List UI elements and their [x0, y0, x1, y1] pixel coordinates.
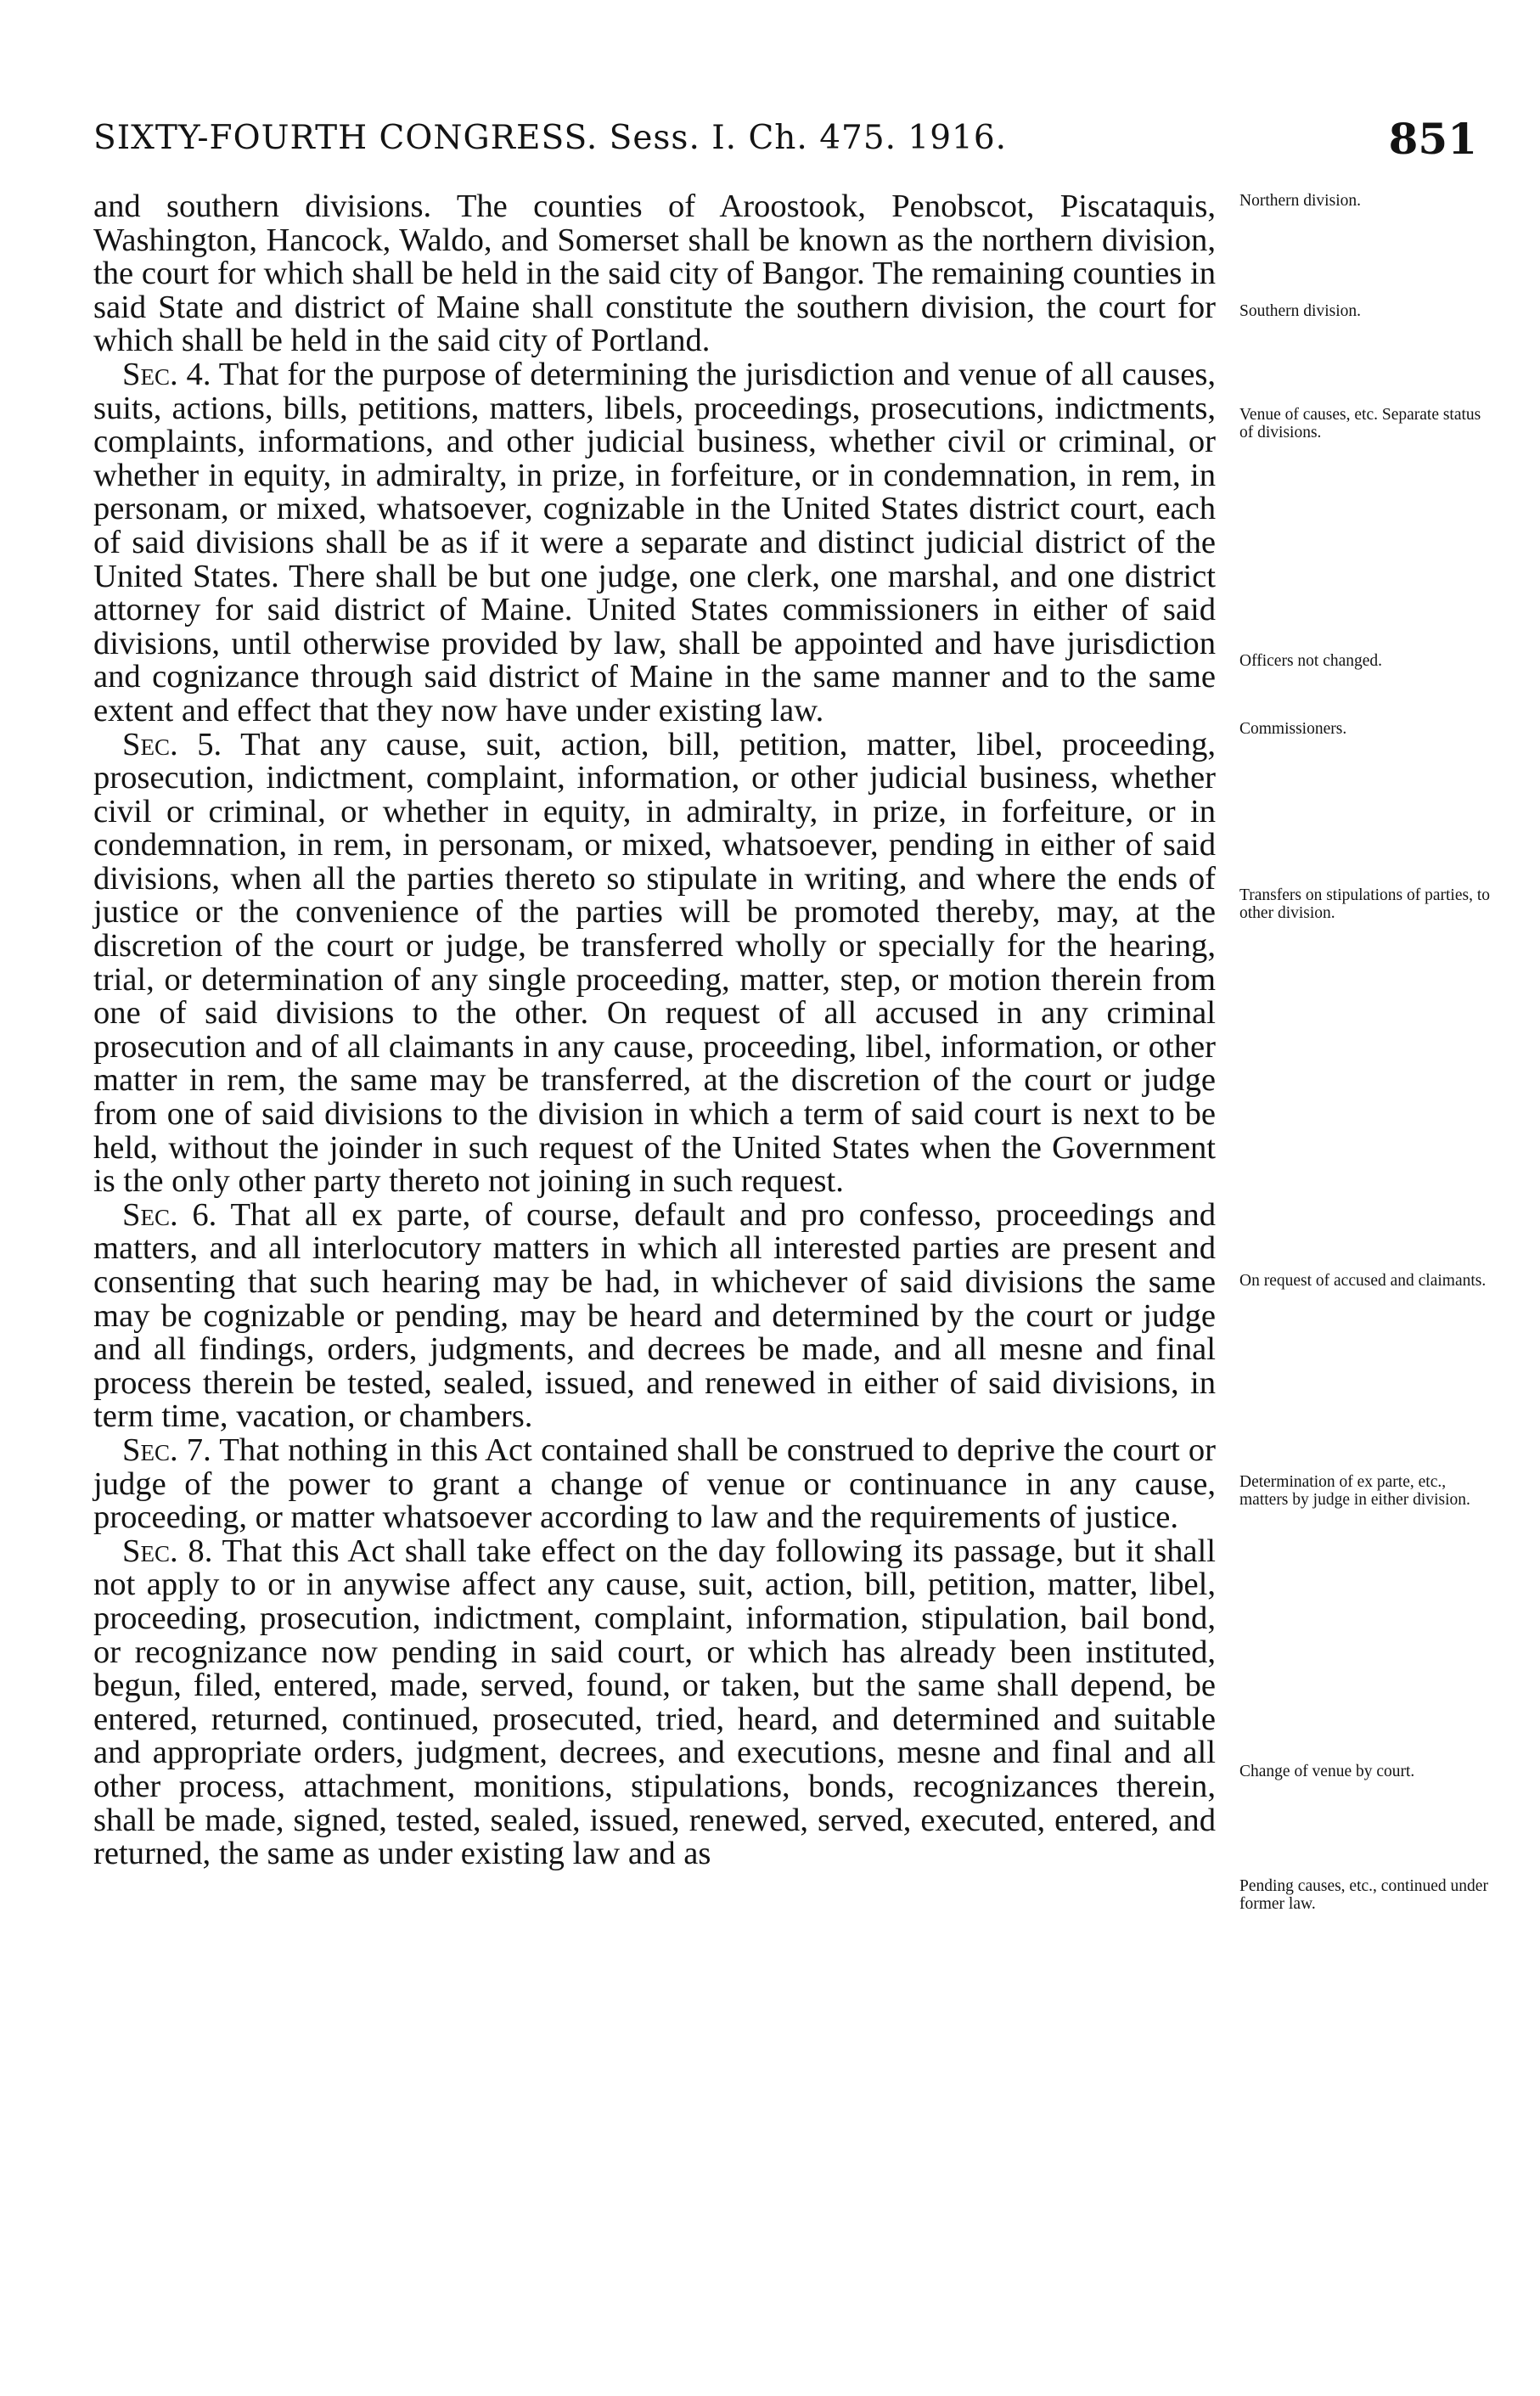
margin-note-northern-division: Northern division. — [1239, 192, 1361, 210]
section-8 — [93, 1535, 1216, 1871]
margin-note-determination: Determination of ex parte, etc., matters by judge in either division. — [1239, 1473, 1470, 1509]
page-number: 851 — [1388, 114, 1477, 164]
margin-note-southern-division: Southern division. — [1239, 302, 1362, 320]
section-text: That any cause, suit, action, bill, petition, matter, libel, proceeding, prosecution, indictment, complaint, information, or other judicial business, whether civil or criminal, or whether in equity, in admiralty, in prize, in forfeiture, or in condemnation, in rem, in personam, or mixed, whatsoever, pending in either of said divisions, when all the parties thereto so stipulate in writing, and where the ends of justice or the convenience of the parties will be promoted thereby, may, at the discretion of the court or judge, be transferred wholly or specially for the hearing, trial, or determination of any single proceeding, matter, step, or motion therein from one of said divisions to the other. On request of all accused in any criminal prosecution and of all claimants in any cause, proceeding, libel, information, or other matter in rem, the same may be transferred, at the discretion of the court or judge from one of said divisions to the division in which a term of said court is next to be held, without the joinder in such request of the United States when the Government is the only other party thereto not joining in such request. — [93, 726, 1216, 1200]
header-title: SIXTY-FOURTH CONGRESS. Sess. I. Ch. 475. 1916. — [93, 119, 1008, 157]
section-7 — [93, 1431, 1216, 1536]
section-label: Sec. 7. — [122, 1431, 211, 1468]
paragraph-continuation — [93, 190, 1216, 358]
section-5 — [93, 728, 1216, 1199]
margin-note-on-request: On request of accused and claimants. — [1239, 1272, 1487, 1290]
margin-note-pending-causes: Pending causes, etc., continued under former law. — [1239, 1877, 1488, 1913]
section-text: That all ex parte, of course, default and pro confesso, proceedings and matters, and all interlocutory matters in which all interested parties are present and consenting that such hearing may be had, in whichever of said divisions the same may be cognizable or pending, may be heard and determined by the court or judge and all findings, orders, judgments, and decrees be made, and all mesne and final process therein be tested, sealed, issued, and renewed in either of said divisions, in term time, vacation, or chambers. — [93, 1196, 1217, 1435]
margin-notes — [1239, 0, 1494, 2396]
section-text: That for the purpose of determining the jurisdiction and venue of all causes, suits, actions, bills, petitions, matters, libels, proceedings, prosecutions, indictments, complaints, informations, and other judicial business, whether civil or criminal, or whether in equity, in admiralty, in prize, in forfeiture, or in condemnation, in rem, in personam, or mixed, whatsoever, cognizable in the United States district court, each of said divisions shall be as if it were a separate and distinct judicial district of the United States. There shall be but one judge, one clerk, one marshal, and one district attorney for said district of Maine. United States commissioners in either of said divisions, until otherwise provided by law, shall be appointed and have jurisdiction and cognizance through said district of Maine in the same manner and to the same extent and effect that they now have under existing law. — [93, 356, 1216, 728]
paragraph-text: and southern divisions. The counties of Aroostook, Penobscot, Piscataquis, Washington, Hancock, Waldo, and Somerset shall be known as the northern division, the court for which shall be held in the said city of Bangor. The remaining counties in said State and district of Maine shall constitute the southern division, the court for which shall be held in the said city of Portland. — [93, 188, 1216, 359]
statute-body — [93, 190, 1216, 1871]
section-text: That nothing in this Act contained shall be construed to deprive the court or judge of the power to grant a change of venue or continuance in any cause, proceeding, or matter whatsoever according to law and the requirements of justice. — [93, 1431, 1216, 1536]
margin-note-commissioners: Commissioners. — [1239, 720, 1347, 738]
margin-note-officers: Officers not changed. — [1239, 652, 1383, 670]
margin-note-transfers: Transfers on stipulations of parties, to other division. — [1239, 886, 1491, 922]
section-label: Sec. 8. — [122, 1533, 213, 1569]
margin-note-change-of-venue: Change of venue by court. — [1239, 1763, 1415, 1780]
section-label: Sec. 5. — [122, 726, 222, 762]
margin-note-venue: Venue of causes, etc. Separate status of divisions. — [1239, 406, 1481, 442]
section-4 — [93, 358, 1216, 728]
section-label: Sec. 6. — [122, 1196, 217, 1233]
section-text: That this Act shall take effect on the day following its passage, but it shall not apply to or in anywise affect any cause, suit, action, bill, petition, matter, libel, proceeding, prosecution, indictment, complaint, information, stipulation, bail bond, or recognizance now pending in said court, or which has already been instituted, begun, filed, entered, made, served, found, or taken, but the same shall depend, be entered, returned, continued, prosecuted, tried, heard, and determined and suitable and appropriate orders, judgment, decrees, and executions, mesne and final and all other process, attachment, monitions, stipulations, bonds, recognizances therein, shall be made, signed, tested, sealed, issued, renewed, served, executed, entered, and returned, the same as under existing law and as — [93, 1533, 1216, 1872]
section-label: Sec. 4. — [122, 356, 211, 392]
section-6 — [93, 1196, 1217, 1435]
